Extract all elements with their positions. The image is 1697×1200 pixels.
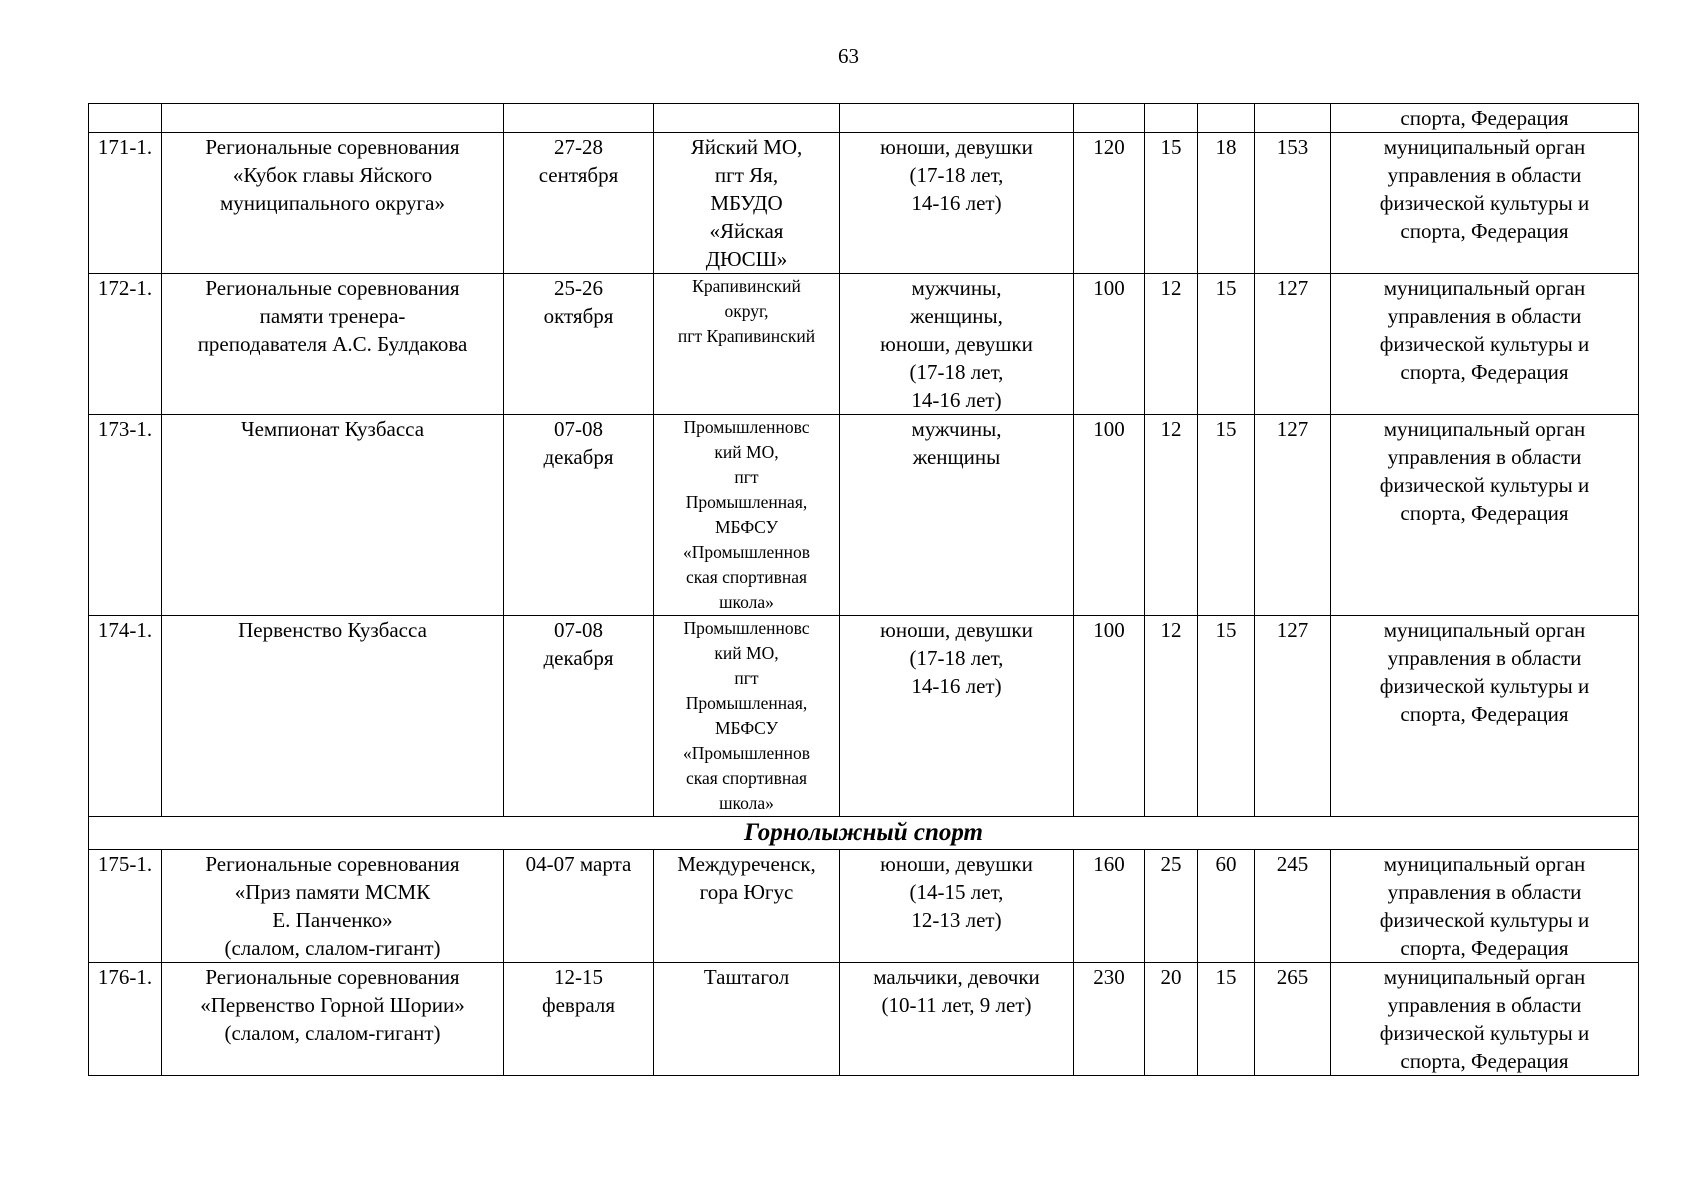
cell-line: 25-26 [554, 276, 603, 300]
cell-n3: 18 [1198, 133, 1255, 274]
cell-line: сентября [538, 163, 619, 187]
cell-line: муниципальный орган [1383, 417, 1586, 441]
page-number: 63 [838, 44, 859, 68]
cell-participants [840, 616, 1074, 817]
cell-line: юноши, девушки [880, 332, 1033, 356]
cell-event [162, 274, 504, 415]
cell-line: мужчины, [911, 417, 1002, 441]
cell-organizer [1331, 274, 1639, 415]
cell-total: 127 [1255, 415, 1331, 616]
cell-n2 [1145, 104, 1198, 133]
cell-line: февраля [542, 993, 615, 1017]
cell-event [162, 104, 504, 133]
cell-line: МБУДО [710, 191, 783, 215]
section-row [89, 817, 1639, 850]
cell-event [162, 963, 504, 1076]
cell-line: кий МО, [714, 442, 779, 462]
cell-line: юноши, девушки [880, 852, 1033, 876]
cell-line: физической культуры и [1379, 332, 1590, 356]
cell-event [162, 616, 504, 817]
cell-num: 176-1. [89, 963, 162, 1076]
section-title: Горнолыжный спорт [89, 817, 1639, 850]
cell-place [654, 104, 840, 133]
cell-event [162, 133, 504, 274]
cell-line: (14-15 лет, [909, 880, 1004, 904]
cell-line: управления в области [1387, 880, 1582, 904]
cell-n2: 20 [1145, 963, 1198, 1076]
cell-line: округ, [724, 301, 769, 321]
cell-line: пгт [734, 668, 759, 688]
cell-line: декабря [543, 445, 614, 469]
cell-dates [504, 616, 654, 817]
cell-n3: 15 [1198, 963, 1255, 1076]
cell-dates [504, 963, 654, 1076]
cell-line: Региональные соревнования [205, 965, 460, 989]
cell-n2: 12 [1145, 415, 1198, 616]
cell-num: 173-1. [89, 415, 162, 616]
cell-line: Промышленная, [685, 492, 808, 512]
cell-n3: 15 [1198, 616, 1255, 817]
cell-num: 172-1. [89, 274, 162, 415]
cell-line: Е. Панченко» [272, 908, 393, 932]
cell-line: «Кубок главы Яйского [232, 163, 433, 187]
cell-line: 27-28 [554, 135, 603, 159]
cell-place [654, 133, 840, 274]
cell-line: мальчики, девочки [873, 965, 1040, 989]
cell-line: муниципальный орган [1383, 135, 1586, 159]
cell-n1: 100 [1074, 274, 1145, 415]
cell-line: «Промышленнов [682, 542, 811, 562]
cell-line: физической культуры и [1379, 191, 1590, 215]
cell-line: октября [543, 304, 614, 328]
cell-line: муниципальный орган [1383, 276, 1586, 300]
cell-place [654, 415, 840, 616]
table-row [89, 850, 1639, 963]
cell-line: спорта, Федерация [1400, 360, 1569, 384]
cell-total: 127 [1255, 274, 1331, 415]
cell-participants [840, 274, 1074, 415]
cell-line: пгт Крапивинский [677, 326, 816, 346]
cell-line: мужчины, [911, 276, 1002, 300]
cell-num: 171-1. [89, 133, 162, 274]
cell-participants [840, 963, 1074, 1076]
cell-line: управления в области [1387, 304, 1582, 328]
cell-place [654, 616, 840, 817]
cell-n1: 230 [1074, 963, 1145, 1076]
table-row [89, 963, 1639, 1076]
cell-n2: 12 [1145, 616, 1198, 817]
cell-line: Первенство Кузбасса [238, 618, 427, 642]
cell-line: гора Югус [699, 880, 794, 904]
cell-line: Региональные соревнования [205, 276, 460, 300]
cell-event [162, 415, 504, 616]
cell-dates [504, 133, 654, 274]
cell-line: (10-11 лет, 9 лет) [881, 993, 1032, 1017]
cell-total: 245 [1255, 850, 1331, 963]
events-table [88, 103, 1639, 1076]
cell-line: «Приз памяти МСМК [234, 880, 431, 904]
cell-line: 07-08 [554, 618, 603, 642]
cell-line: управления в области [1387, 646, 1582, 670]
continuation-row [89, 104, 1639, 133]
cell-n1: 100 [1074, 616, 1145, 817]
cell-event [162, 850, 504, 963]
table-row [89, 415, 1639, 616]
cell-line: памяти тренера- [259, 304, 406, 328]
cell-dates [504, 415, 654, 616]
cell-line: Промышленновс [683, 618, 810, 638]
cell-line: «Первенство Горной Шории» [200, 993, 465, 1017]
cell-total: 127 [1255, 616, 1331, 817]
cell-line: управления в области [1387, 993, 1582, 1017]
cell-line: преподавателя А.С. Булдакова [197, 332, 468, 356]
cell-organizer [1331, 415, 1639, 616]
cell-line: муниципальный орган [1383, 965, 1586, 989]
cell-n1: 100 [1074, 415, 1145, 616]
cell-line: муниципальный орган [1383, 618, 1586, 642]
cell-line: женщины [912, 445, 1001, 469]
cell-n1: 160 [1074, 850, 1145, 963]
cell-line: юноши, девушки [880, 618, 1033, 642]
cell-dates [504, 104, 654, 133]
cell-total: 265 [1255, 963, 1331, 1076]
table-body [89, 104, 1639, 1076]
cell-line: Междуреченск, [677, 852, 816, 876]
cell-line: управления в области [1387, 445, 1582, 469]
cell-organizer [1331, 963, 1639, 1076]
cell-line: (17-18 лет, [909, 163, 1004, 187]
cell-line: юноши, девушки [880, 135, 1033, 159]
cell-line: «Яйская [709, 219, 784, 243]
cell-line: Региональные соревнования [205, 135, 460, 159]
cell-organizer [1331, 104, 1639, 133]
cell-participants [840, 104, 1074, 133]
cell-line: (слалом, слалом-гигант) [224, 936, 441, 960]
cell-line: Таштагол [703, 965, 790, 989]
cell-total: 153 [1255, 133, 1331, 274]
cell-line: МБФСУ [714, 718, 778, 738]
cell-num: 175-1. [89, 850, 162, 963]
cell-n3: 60 [1198, 850, 1255, 963]
cell-n3: 15 [1198, 274, 1255, 415]
cell-line: женщины, [910, 304, 1003, 328]
cell-line: спорта, Федерация [1400, 219, 1569, 243]
cell-organizer [1331, 850, 1639, 963]
cell-line: кий МО, [714, 643, 779, 663]
cell-line: спорта, Федерация [1400, 702, 1569, 726]
cell-line: физической культуры и [1379, 908, 1590, 932]
cell-line: физической культуры и [1379, 1021, 1590, 1045]
cell-line: МБФСУ [714, 517, 778, 537]
cell-n2: 12 [1145, 274, 1198, 415]
cell-line: (17-18 лет, [909, 646, 1004, 670]
cell-line: физической культуры и [1379, 473, 1590, 497]
cell-line: ская спортивная [685, 768, 808, 788]
cell-n3: 15 [1198, 415, 1255, 616]
cell-line: Промышленная, [685, 693, 808, 713]
table-row [89, 616, 1639, 817]
cell-line: Яйский МО, [690, 135, 803, 159]
cell-organizer [1331, 133, 1639, 274]
cell-line: 14-16 лет) [911, 388, 1002, 412]
cell-n1: 120 [1074, 133, 1145, 274]
cell-line: Промышленновс [683, 417, 810, 437]
cell-participants [840, 415, 1074, 616]
cell-participants [840, 133, 1074, 274]
cell-num: 174-1. [89, 616, 162, 817]
cell-organizer [1331, 616, 1639, 817]
cell-line: управления в области [1387, 163, 1582, 187]
cell-line: «Промышленнов [682, 743, 811, 763]
cell-line: школа» [719, 592, 774, 612]
cell-line: спорта, Федерация [1400, 1049, 1569, 1073]
cell-line: спорта, Федерация [1400, 936, 1569, 960]
cell-dates [504, 850, 654, 963]
cell-line: спорта, Федерация [1400, 106, 1569, 130]
cell-place [654, 274, 840, 415]
cell-total [1255, 104, 1331, 133]
cell-place [654, 850, 840, 963]
cell-place [654, 963, 840, 1076]
cell-n2: 15 [1145, 133, 1198, 274]
cell-line: Региональные соревнования [205, 852, 460, 876]
table-row [89, 133, 1639, 274]
cell-line: (17-18 лет, [909, 360, 1004, 384]
cell-line: ская спортивная [685, 567, 808, 587]
cell-line: физической культуры и [1379, 674, 1590, 698]
cell-line: (слалом, слалом-гигант) [224, 1021, 441, 1045]
cell-line: муниципального округа» [220, 191, 445, 215]
cell-line: 07-08 [554, 417, 603, 441]
cell-num [89, 104, 162, 133]
cell-n2: 25 [1145, 850, 1198, 963]
cell-line: 14-16 лет) [911, 191, 1002, 215]
cell-line: Крапивинский [692, 276, 801, 296]
cell-n1 [1074, 104, 1145, 133]
cell-n3 [1198, 104, 1255, 133]
cell-line: пгт [734, 467, 759, 487]
cell-line: школа» [719, 793, 774, 813]
cell-line: спорта, Федерация [1400, 501, 1569, 525]
cell-line: декабря [543, 646, 614, 670]
cell-participants [840, 850, 1074, 963]
cell-line: пгт Яя, [714, 163, 779, 187]
cell-line: 12-15 [554, 965, 603, 989]
table-row [89, 274, 1639, 415]
cell-line: Чемпионат Кузбасса [240, 417, 425, 441]
cell-line: ДЮСШ» [705, 247, 788, 271]
cell-line: 14-16 лет) [911, 674, 1002, 698]
cell-line: 12-13 лет) [911, 908, 1002, 932]
cell-line: муниципальный орган [1383, 852, 1586, 876]
cell-line: 04-07 марта [525, 852, 632, 876]
cell-dates [504, 274, 654, 415]
